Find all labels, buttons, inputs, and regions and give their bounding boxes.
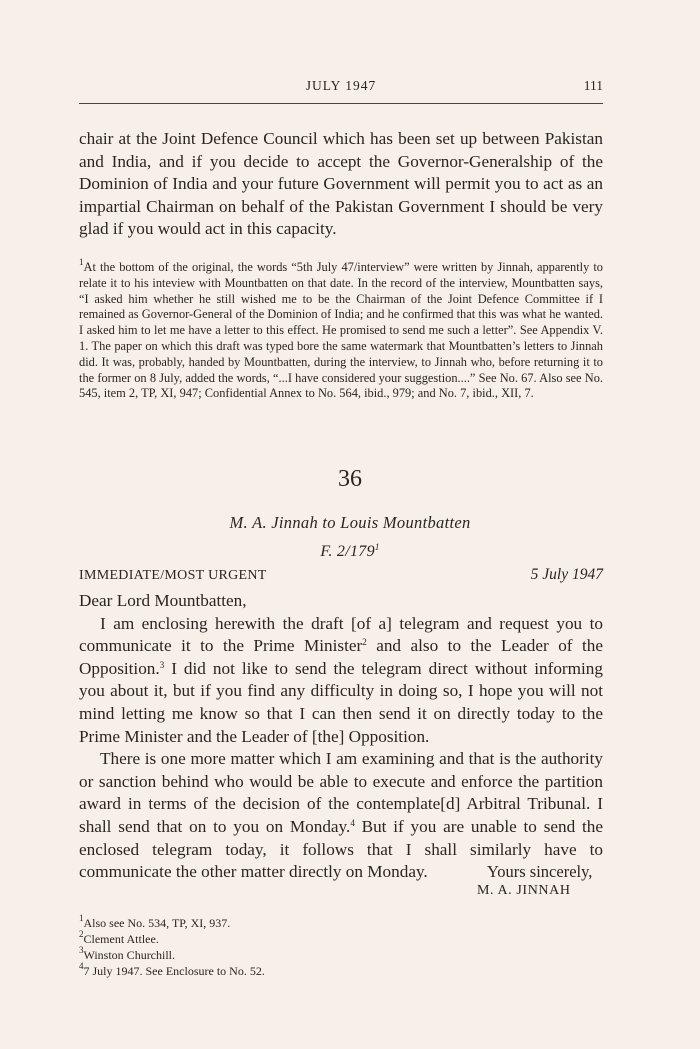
salutation: Dear Lord Mountbatten, bbox=[79, 591, 247, 610]
footnote-2: $^2$Clement Attlee. bbox=[79, 929, 159, 946]
signature: M. A. JINNAH bbox=[477, 883, 571, 898]
file-reference: F. $2/179^1$ bbox=[320, 542, 380, 560]
running-title: JULY 1947 bbox=[305, 78, 377, 93]
letter-body bbox=[79, 590, 603, 884]
letter-date: 5 July 1947 bbox=[530, 566, 603, 583]
closing: Yours sincerely, bbox=[487, 862, 593, 881]
document-title: M. A. Jinnah to Louis Mountbatten bbox=[229, 513, 471, 532]
classification: IMMEDIATE/MOST URGENT bbox=[79, 568, 267, 583]
letter-paragraph-1: I am enclosing herewith the draft [of a] telegram and request you to communicate it to the Prime Minister$^2$ and also to the Leader of the Opposition.$^3$ I did not like to send the telegram direct without informing you about it, but if you find any difficulty in doing so, I hope you will not mind letting me know so that I can then send it on directly today to the Prime Minister and the Leader of [the] Opposition. bbox=[79, 613, 603, 746]
footnote-4: $^4$7 July 1947. See Enclosure to No. 52. bbox=[79, 961, 265, 978]
letter-paragraph-2: There is one more matter which I am examining and that is the authority or sanction behind who would be able to execute and enforce the partition award in terms of the decision of the contemplate[d] Arbitral Tribunal. I shall send that on to you on Monday.$^4$ But if you are unable to send the enclosed telegram today, it follows that I shall similarly have to communicate the other matter directly on Monday. bbox=[79, 749, 603, 882]
footnote-text: At the bottom of the original, the words “5th July 47/interview” were written by Jinnah, apparently to relate it to his inteview with Mountbatten on that date. In the record of the interview, Mountbatten says, “I asked him whether he still wished me to be the Chairman of the Joint Defence Committee if I remained as Governor-General of the Dominion of India; and he confirmed that this was what he wanted. I asked him to let me have a letter to this effect. He promised to send me such a letter”. See Appendix V. 1. The paper on which this draft was typed bore the same watermark that Mountbatten’s letters to Jinnah did. It was, probably, handed by Mountbatten, during the interview, to Jinnah who, before returning it to the former on 8 July, added the words, “...I have considered your suggestion....” See No. 67. Also see No. 545, item 2, TP, XI, 947; Confidential Annex to No. 564, ibid., 979; and No. 7, ibid., XII, 7. bbox=[79, 260, 603, 401]
reference-note-marker: 1 bbox=[374, 542, 380, 552]
continued-paragraph: chair at the Joint Defence Council which has been set up between Pakistan and India, and if you decide to accept the Governor-Generalship of the Dominion of India and your future Government will permit you to act as an impartial Chairman on behalf of the Pakistan Government I should be very glad if you would act in this capacity. bbox=[79, 129, 603, 239]
footnote-marker: 1 bbox=[79, 257, 84, 267]
previous-document-footnote bbox=[79, 257, 603, 402]
document-number: 36 bbox=[338, 466, 362, 492]
page-header bbox=[79, 78, 603, 98]
footnote-3: $^3$Winston Churchill. bbox=[79, 945, 176, 962]
footnote-1: $^1$Also see No. 534, TP, XI, 937. bbox=[79, 913, 231, 930]
footnotes bbox=[79, 915, 265, 979]
page-number: 111 bbox=[583, 78, 603, 93]
header-rule bbox=[79, 103, 603, 104]
